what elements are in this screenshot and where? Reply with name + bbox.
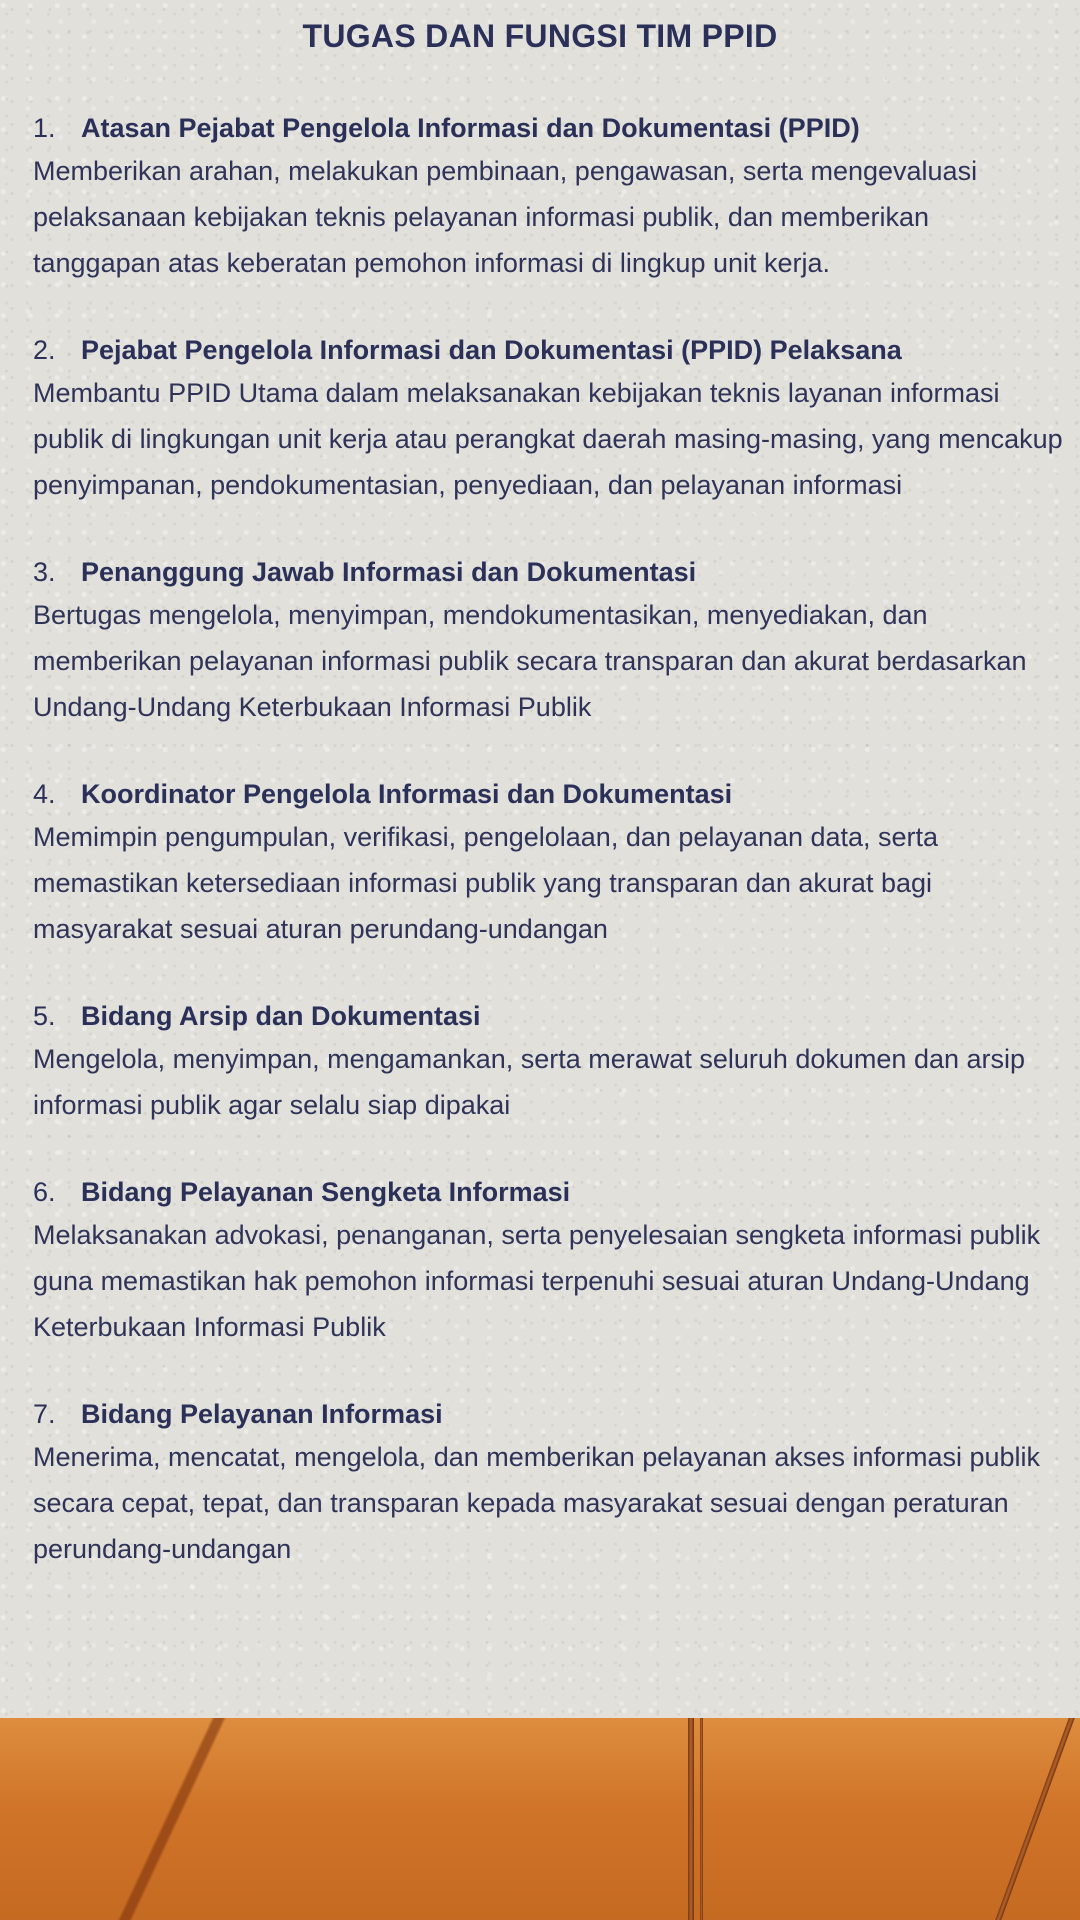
list-item	[33, 110, 1063, 286]
item-description: Memberikan arahan, melakukan pembinaan, pengawasan, serta mengevaluasi pelaksanaan kebijakan teknis pelayanan informasi publik, dan memberikan tanggapan atas keberatan pemohon informasi di lingkup unit kerja.	[33, 156, 978, 278]
item-number: 5.	[33, 1001, 56, 1031]
item-number: 7.	[33, 1399, 56, 1429]
list-item	[33, 1396, 1063, 1572]
item-description: Menerima, mencatat, mengelola, dan memberikan pelayanan akses informasi publik secara cepat, tepat, dan transparan kepada masyarakat sesuai dengan peraturan perundang-undangan	[33, 1442, 1041, 1564]
item-heading: Atasan Pejabat Pengelola Informasi dan Dokumentasi (PPID)	[81, 113, 860, 143]
list-item	[33, 332, 1063, 508]
item-number: 1.	[33, 113, 56, 143]
item-heading: Koordinator Pengelola Informasi dan Dokumentasi	[81, 779, 733, 809]
item-description: Melaksanakan advokasi, penanganan, serta penyelesaian sengketa informasi publik guna memastikan hak pemohon informasi terpenuhi sesuai aturan Undang-Undang Keterbukaan Informasi Publik	[33, 1220, 1041, 1342]
page-title: TUGAS DAN FUNGSI TIM PPID	[302, 18, 778, 54]
item-heading: Pejabat Pengelola Informasi dan Dokumentasi (PPID) Pelaksana	[81, 335, 902, 365]
item-description: Bertugas mengelola, menyimpan, mendokumentasikan, menyediakan, dan memberikan pelayanan informasi publik secara transparan dan akurat berdasarkan Undang-Undang Keterbukaan Informasi Publik	[33, 600, 1027, 722]
item-header	[33, 1174, 1063, 1210]
floor-board-seam	[688, 1718, 694, 1920]
item-description: Mengelola, menyimpan, mengamankan, serta merawat seluruh dokumen dan arsip informasi publik agar selalu siap dipakai	[33, 1044, 1026, 1120]
item-heading: Penanggung Jawab Informasi dan Dokumentasi	[81, 557, 697, 587]
item-number: 6.	[33, 1177, 56, 1207]
floor-board-seam	[995, 1718, 1075, 1920]
item-description: Membantu PPID Utama dalam melaksanakan kebijakan teknis layanan informasi publik di lingkungan unit kerja atau perangkat daerah masing-masing, yang mencakup penyimpanan, pendokumentasian, penyediaan, dan pelayanan informasi	[33, 378, 1063, 500]
item-header	[33, 110, 1063, 146]
wooden-floor	[0, 1718, 1080, 1920]
item-header	[33, 776, 1063, 812]
item-heading: Bidang Pelayanan Informasi	[81, 1399, 443, 1429]
floor-board-seam	[700, 1718, 703, 1920]
list-item	[33, 998, 1063, 1128]
item-header	[33, 332, 1063, 368]
list-item	[33, 776, 1063, 952]
list-item	[33, 554, 1063, 730]
item-description: Memimpin pengumpulan, verifikasi, pengelolaan, dan pelayanan data, serta memastikan ketersediaan informasi publik yang transparan dan akurat bagi masyarakat sesuai aturan perundang-undangan	[33, 822, 939, 944]
item-number: 3.	[33, 557, 56, 587]
item-header	[33, 1396, 1063, 1432]
item-header	[33, 998, 1063, 1034]
item-heading: Bidang Pelayanan Sengketa Informasi	[81, 1177, 571, 1207]
item-number: 4.	[33, 779, 56, 809]
duty-list	[33, 110, 1063, 1618]
item-number: 2.	[33, 335, 56, 365]
list-item	[33, 1174, 1063, 1350]
item-header	[33, 554, 1063, 590]
item-heading: Bidang Arsip dan Dokumentasi	[81, 1001, 481, 1031]
